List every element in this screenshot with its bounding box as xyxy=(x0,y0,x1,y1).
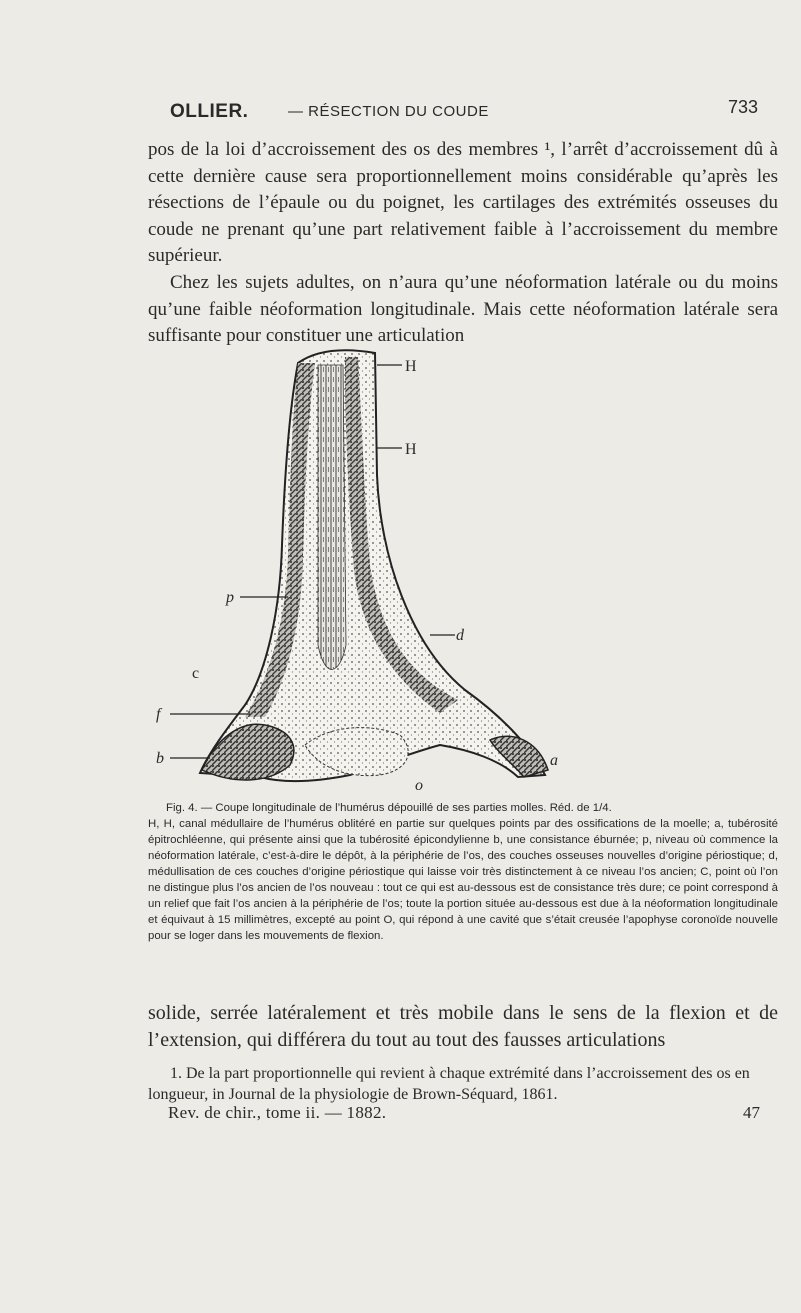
footer-journal: Rev. de chir., tome ii. — 1882. xyxy=(168,1103,387,1122)
humerus-illustration xyxy=(140,345,720,795)
caption-lead: Fig. 4. — Coupe longitudinale de l’humérus dépouillé de ses parties molles. Réd. de 1/4. xyxy=(166,802,612,814)
figure-caption xyxy=(148,800,778,944)
label-b: b xyxy=(156,750,164,767)
footer-sheet-number: 47 xyxy=(743,1103,760,1122)
figure-humerus-section xyxy=(140,345,720,795)
label-c: c xyxy=(192,665,200,682)
running-header xyxy=(170,97,770,131)
label-d: d xyxy=(456,627,464,644)
label-p: p xyxy=(226,589,234,606)
paragraph-text: Chez les sujets adultes, on n’aura qu’une néoformation latérale ou du moins qu’une faible néoformation longitudinale. Mais cette néoformation latérale sera suffisante pour constituer une articulation xyxy=(148,271,778,347)
body-paragraph-1 xyxy=(148,137,778,350)
label-o: o xyxy=(415,777,423,794)
footnote-text: 1. De la part proportionnelle qui revient à chaque extrémité dans l’accroissement des os en longueur, in Journal de la physiologie de Brown-Séquard, 1861. xyxy=(148,1065,750,1103)
page-footer xyxy=(148,1103,760,1127)
medullary-canal xyxy=(318,365,346,669)
label-H-lower: H xyxy=(405,441,417,458)
page-number: 733 xyxy=(727,97,758,117)
footnote xyxy=(148,1063,778,1105)
body-paragraph-2: solide, serrée latéralement et très mobile dans le sens de la flexion et de l’extension, qui différera du tout au tout des fausses articulations xyxy=(148,1002,778,1051)
label-a: a xyxy=(550,752,558,769)
label-H-upper: H xyxy=(405,358,417,375)
caption-text: H, H, canal médullaire de l’humérus oblitéré en partie sur quelques points par des ossifications de la moelle; a, tubérosité épitrochléenne, qui présente ainsi que la tubérosité épicondylienne b, une consistance éburnée; p, niveau où commence la néoformation latérale, c’est-à-dire le dépôt, à la périphérie de l’os, des couches osseuses nouvelles d’origine périostique; d, médullisation de ces couches d’origine périostique qui laisse voir très distinctement à ce niveau l’os ancien; C, point où l’on ne distingue plus l’os ancien de l’os nouveau : tout ce qui est au-dessous est de consistance très dure; ce point correspond à un relief que fait l’os ancien à la périphérie de l’os; toute la portion située au-dessous est due à la néoformation longitudinale et équivaut à 15 millimètres, excepté au point O, qui répond à une cavité que s’était creusée l’apophyse coronoïde nouvelle pour se loger dans les mouvements de flexion. xyxy=(148,818,778,942)
paragraph-text: pos de la loi d’accroissement des os des membres ¹, l’arrêt d’accroissement dû à cette dernière cause sera proportionnellement moins considérable qu’après les résections de l’épaule ou du poignet, les cartilages des extrémités osseuses du coude ne prenant qu’une part relativement faible à l’accroissement du membre supérieur. xyxy=(148,139,778,267)
label-f: f xyxy=(156,706,161,723)
header-title: — RÉSECTION DU COUDE xyxy=(288,103,489,120)
header-author: OLLIER. xyxy=(170,101,249,122)
